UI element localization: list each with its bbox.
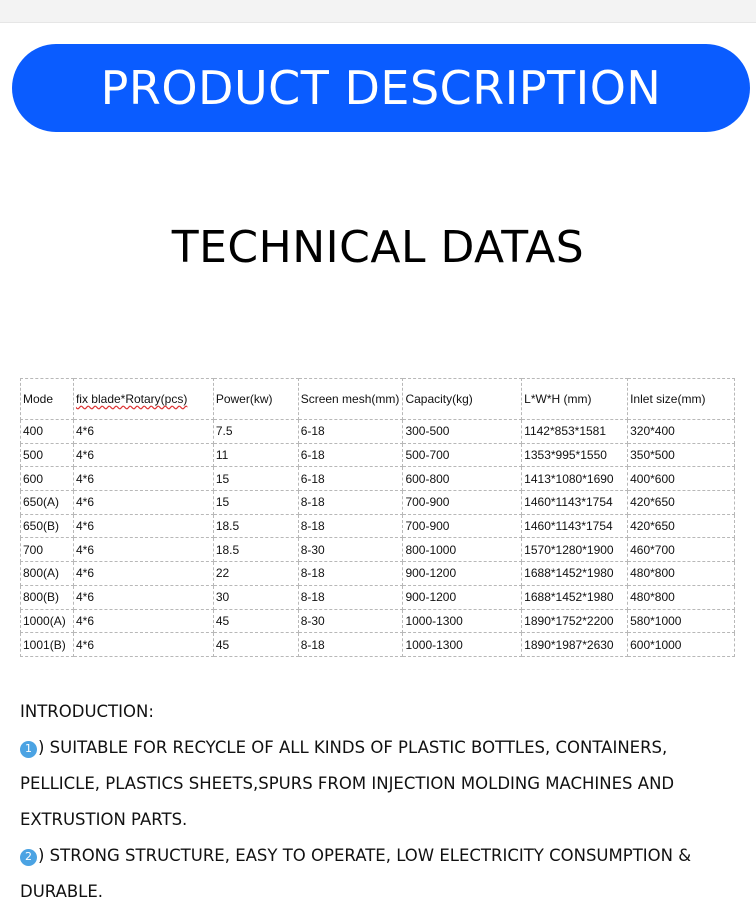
table-row [21,633,735,657]
cell-inlet-size: 320*400 [628,420,735,444]
cell-capacity: 800-1000 [403,538,522,562]
cell-dimensions: 1142*853*1581 [522,420,628,444]
introduction-item-2 [20,838,740,910]
cell-screen-mesh: 8-18 [298,514,403,538]
cell-dimensions: 1688*1452*1980 [522,562,628,586]
header-screen-mesh: Screen mesh(mm) [298,379,403,420]
header-blades-label: fix blade*Rotary(pcs) [75,392,188,406]
cell-capacity: 1000-1300 [403,633,522,657]
cell-blades: 4*6 [73,491,213,515]
table-row [21,562,735,586]
cell-power: 30 [213,585,298,609]
cell-mode: 1000(A) [21,609,74,633]
cell-dimensions: 1890*1987*2630 [522,633,628,657]
cell-blades: 4*6 [73,633,213,657]
cell-power: 11 [213,443,298,467]
cell-blades: 4*6 [73,562,213,586]
cell-capacity: 300-500 [403,420,522,444]
cell-inlet-size: 420*650 [628,514,735,538]
cell-screen-mesh: 8-30 [298,538,403,562]
cell-capacity: 900-1200 [403,562,522,586]
product-description-banner [12,44,750,132]
cell-mode: 800(A) [21,562,74,586]
cell-power: 18.5 [213,538,298,562]
header-mode: Mode [21,379,74,420]
cell-blades: 4*6 [73,585,213,609]
cell-dimensions: 1353*995*1550 [522,443,628,467]
cell-inlet-size: 400*600 [628,467,735,491]
cell-dimensions: 1460*1143*1754 [522,514,628,538]
cell-mode: 600 [21,467,74,491]
cell-dimensions: 1413*1080*1690 [522,467,628,491]
table-row [21,491,735,515]
cell-mode: 650(B) [21,514,74,538]
introduction-item-1 [20,730,740,838]
cell-inlet-size: 580*1000 [628,609,735,633]
cell-screen-mesh: 8-18 [298,585,403,609]
top-strip [0,0,756,23]
cell-screen-mesh: 6-18 [298,420,403,444]
cell-inlet-size: 460*700 [628,538,735,562]
cell-power: 45 [213,609,298,633]
cell-dimensions: 1570*1280*1900 [522,538,628,562]
cell-blades: 4*6 [73,420,213,444]
header-blades [73,379,213,420]
cell-inlet-size: 600*1000 [628,633,735,657]
cell-mode: 800(B) [21,585,74,609]
number-1-icon: 1 [20,741,37,758]
table-header-row [21,379,735,420]
cell-dimensions: 1460*1143*1754 [522,491,628,515]
cell-screen-mesh: 6-18 [298,443,403,467]
cell-capacity: 500-700 [403,443,522,467]
number-2-icon: 2 [20,849,37,866]
cell-capacity: 600-800 [403,467,522,491]
introduction-section [20,694,740,910]
table-row [21,514,735,538]
cell-blades: 4*6 [73,609,213,633]
table-row [21,467,735,491]
cell-screen-mesh: 8-18 [298,562,403,586]
introduction-item-2-text: ) STRONG STRUCTURE, EASY TO OPERATE, LOW ELECTRICITY CONSUMPTION & DURABLE. [20,846,692,901]
cell-screen-mesh: 8-18 [298,633,403,657]
cell-blades: 4*6 [73,514,213,538]
cell-capacity: 1000-1300 [403,609,522,633]
introduction-heading: INTRODUCTION: [20,702,154,721]
technical-datas-title: TECHNICAL DATAS [171,222,585,273]
header-dimensions: L*W*H (mm) [522,379,628,420]
cell-power: 15 [213,491,298,515]
cell-power: 18.5 [213,514,298,538]
cell-capacity: 700-900 [403,491,522,515]
table-row [21,538,735,562]
cell-power: 15 [213,467,298,491]
cell-power: 45 [213,633,298,657]
cell-blades: 4*6 [73,443,213,467]
header-inlet-size: Inlet size(mm) [628,379,735,420]
cell-blades: 4*6 [73,467,213,491]
cell-dimensions: 1890*1752*2200 [522,609,628,633]
table-row [21,420,735,444]
cell-mode: 1001(B) [21,633,74,657]
header-capacity: Capacity(kg) [403,379,522,420]
table-row [21,585,735,609]
technical-data-table [20,378,735,657]
introduction-item-1-text: ) SUITABLE FOR RECYCLE OF ALL KINDS OF PLASTIC BOTTLES, CONTAINERS, PELLICLE, PLASTICS SHEETS,SPURS FROM INJECTION MOLDING MACHINES AND EXTRUSTION PARTS. [20,738,675,829]
cell-dimensions: 1688*1452*1980 [522,585,628,609]
cell-mode: 700 [21,538,74,562]
cell-screen-mesh: 6-18 [298,467,403,491]
cell-screen-mesh: 8-30 [298,609,403,633]
banner-title: PRODUCT DESCRIPTION [100,61,662,115]
cell-capacity: 900-1200 [403,585,522,609]
cell-power: 22 [213,562,298,586]
cell-inlet-size: 480*800 [628,562,735,586]
cell-blades: 4*6 [73,538,213,562]
cell-capacity: 700-900 [403,514,522,538]
cell-mode: 400 [21,420,74,444]
cell-mode: 650(A) [21,491,74,515]
cell-inlet-size: 420*650 [628,491,735,515]
cell-mode: 500 [21,443,74,467]
cell-inlet-size: 480*800 [628,585,735,609]
table-row [21,443,735,467]
table-row [21,609,735,633]
cell-screen-mesh: 8-18 [298,491,403,515]
header-power: Power(kw) [213,379,298,420]
cell-inlet-size: 350*500 [628,443,735,467]
cell-power: 7.5 [213,420,298,444]
